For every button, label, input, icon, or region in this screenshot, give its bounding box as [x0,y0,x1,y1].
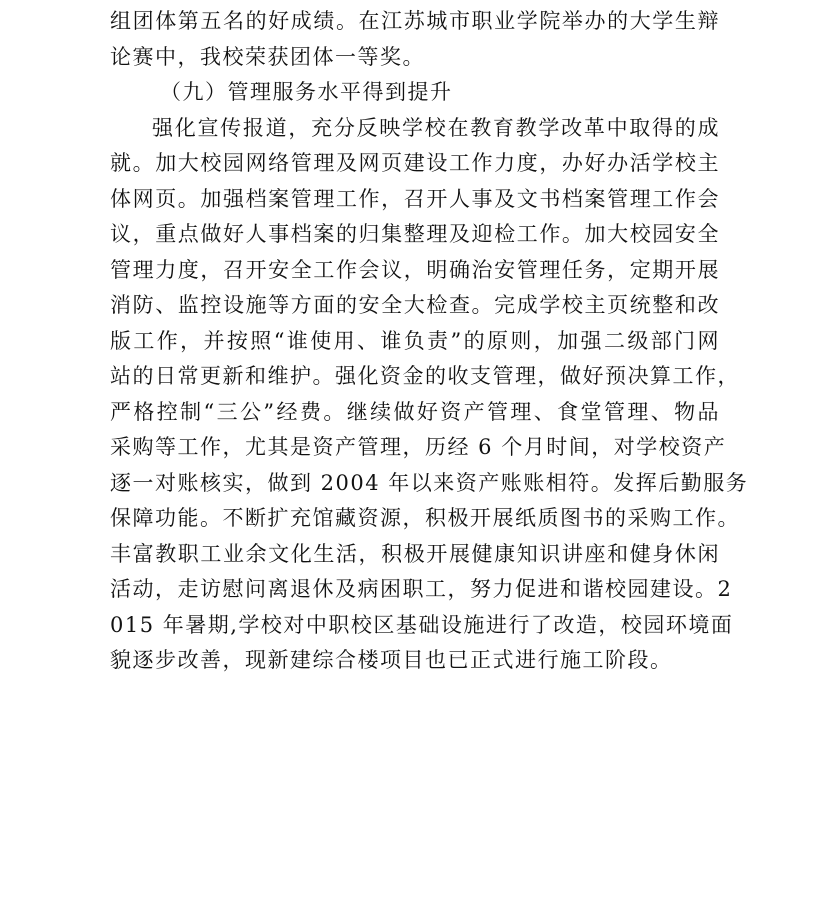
paragraph-line-2: 就。加大校园网络管理及网页建设工作力度，办好办活学校主 [110,151,720,175]
paragraph-line-7: 版工作，并按照“谁使用、谁负责”的原则，加强二级部门网 [110,328,720,353]
paragraph-line-12: 保障功能。不断扩充馆藏资源，积极开展纸质图书的采购工作。 [110,506,740,530]
paragraph-line-14: 活动，走访慰问离退休及病困职工，努力促进和谐校园建设。2 [110,577,733,601]
intro-line-1: 组团体第五名的好成绩。在江苏城市职业学院举办的大学生辩 [110,9,720,33]
paragraph-line-9: 严格控制“三公”经费。继续做好资产管理、食堂管理、物品 [110,399,720,424]
paragraph-line-16: 貌逐步改善，现新建综合楼项目也已正式进行施工阶段。 [110,648,673,672]
paragraph-line-5: 管理力度，召开安全工作会议，明确治安管理任务，定期开展 [110,257,720,282]
section-heading: （九）管理服务水平得到提升 [160,80,453,104]
document-body [110,4,749,679]
paragraph-line-15: 015 年暑期,学校对中职校区基础设施进行了改造，校园环境面 [110,612,734,637]
paragraph-line-13: 丰富教职工业余文化生活，积极开展健康知识讲座和健身休闲 [110,541,720,566]
intro-line-2: 论赛中，我校荣获团体一等奖。 [110,44,425,69]
paragraph-line-1: 强化宣传报道，充分反映学校在教育教学改革中取得的成 [152,115,720,140]
paragraph-line-6: 消防、监控设施等方面的安全大检查。完成学校主页统整和改 [110,293,720,317]
paragraph-line-10: 采购等工作，尤其是资产管理，历经 6 个月时间，对学校资产 [110,435,727,459]
paragraph-line-4: 议，重点做好人事档案的归集整理及迎检工作。加大校园安全 [110,222,720,246]
paragraph-line-3: 体网页。加强档案管理工作，召开人事及文书档案管理工作会 [110,186,720,211]
paragraph-line-8: 站的日常更新和维护。强化资金的收支管理，做好预决算工作， [110,364,740,388]
paragraph-line-11: 逐一对账核实，做到 2004 年以来资产账账相符。发挥后勤服务 [110,470,749,495]
